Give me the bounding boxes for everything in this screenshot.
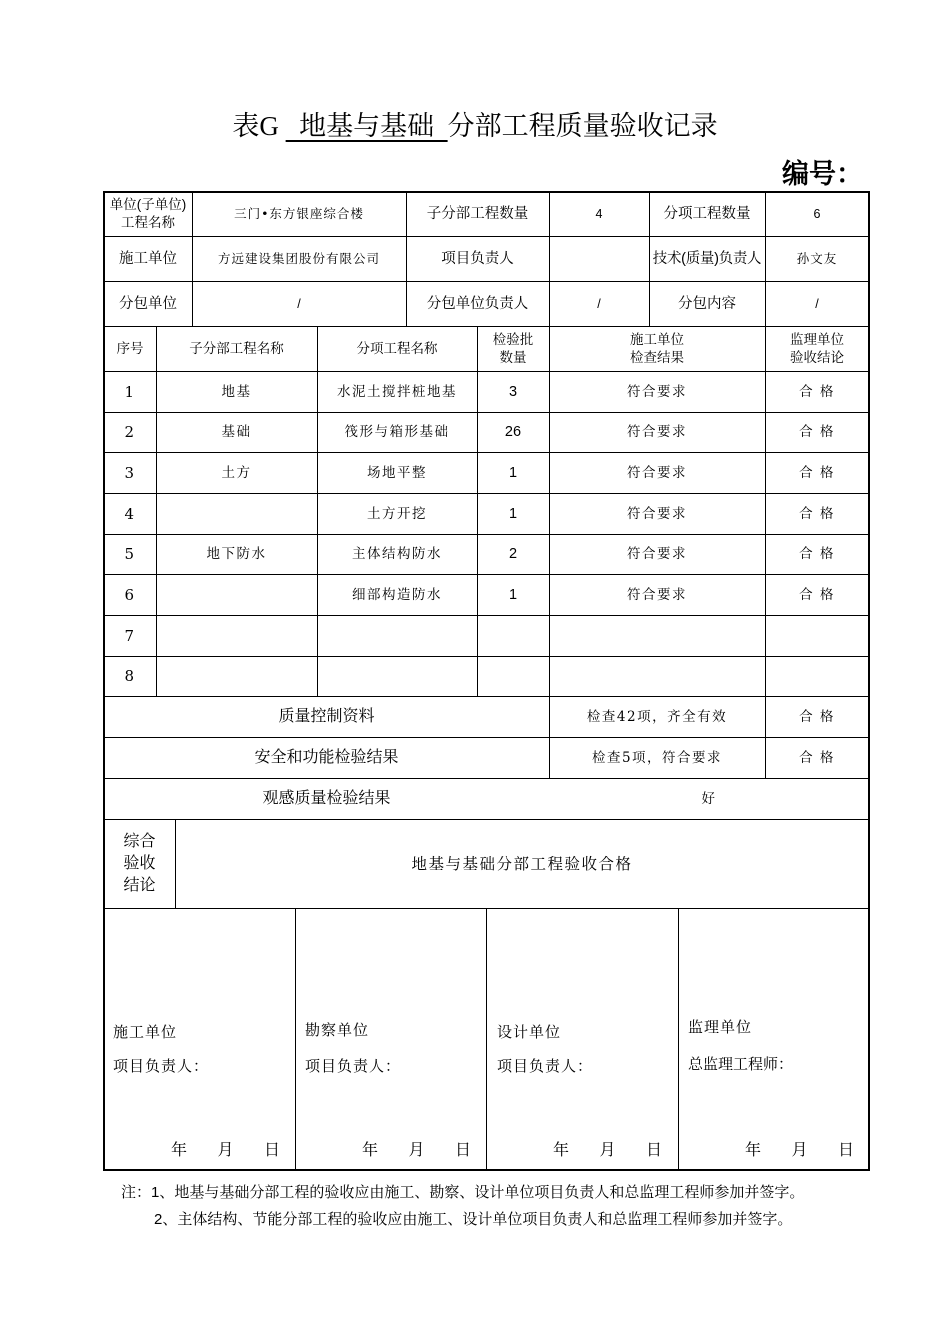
safety-function-conclusion: 合 格: [799, 749, 835, 766]
row-sub-division: 土方: [221, 464, 252, 481]
row-supervisor-conclusion: 合 格: [799, 546, 835, 562]
contractor-value: 方远建设集团股份有限公司: [217, 250, 380, 266]
row-contractor-result: [549, 656, 765, 696]
signature-unit-label: 施工单位: [113, 1023, 178, 1041]
row-contractor-result: 符合要求: [627, 546, 687, 562]
title-project-type: 地基与基础: [285, 111, 448, 141]
signature-unit-label: 监理单位: [688, 1018, 753, 1036]
subcontract-content-value: /: [815, 296, 819, 311]
signature-date: 年 月 日: [171, 1140, 281, 1159]
row-batch-count: 3: [508, 383, 518, 400]
row-item-name: 筏形与箱形基础: [344, 424, 450, 440]
title-suffix: 分部工程质量验收记录: [447, 111, 718, 141]
row-sub-division: [156, 615, 317, 656]
signature-role-label: 总监理工程师：: [688, 1056, 794, 1073]
row-supervisor-conclusion: 合 格: [799, 383, 835, 400]
technical-lead-value: 孙文友: [796, 250, 838, 266]
row-index: 8: [124, 667, 136, 685]
project-manager-label: 项目负责人: [441, 250, 514, 267]
row-sub-division: 地基: [221, 383, 252, 400]
subcontractor-manager-label: 分包单位负责人: [426, 295, 529, 312]
subcontractor-value: /: [297, 296, 301, 311]
row-supervisor-conclusion: 合 格: [799, 505, 835, 522]
row-index: 5: [124, 545, 136, 563]
row-batch-count: 1: [508, 505, 518, 522]
row-supervisor-conclusion: 合 格: [799, 424, 835, 440]
item-count-value: 6: [813, 207, 821, 221]
row-sub-division: [156, 656, 317, 696]
subcontractor-label: 分包单位: [119, 295, 177, 312]
row-item-name: 土方开挖: [367, 505, 427, 522]
appearance-quality-label: 观感质量检验结果: [262, 789, 391, 807]
signature-unit-label: 设计单位: [497, 1023, 562, 1041]
header-supervisor-conclusion: 监理单位 验收结论: [790, 331, 844, 365]
overall-conclusion-label: 综合 验收 结论: [123, 832, 156, 894]
row-supervisor-conclusion: [765, 615, 869, 656]
row-item-name: [317, 656, 477, 696]
sub-division-count-value: 4: [595, 207, 603, 221]
row-item-name: 水泥土搅拌桩地基: [337, 383, 457, 400]
signature-role-label: 项目负责人：: [113, 1057, 210, 1075]
header-contractor-result: 施工单位 检查结果: [630, 331, 684, 365]
row-item-name: 细部构造防水: [352, 586, 442, 603]
project-manager-value: [549, 236, 649, 281]
title-prefix: 表G: [232, 111, 279, 141]
serial-number-label: 编号：: [782, 159, 863, 189]
header-index: 序号: [116, 340, 144, 356]
row-item-name: 主体结构防水: [352, 546, 442, 562]
row-sub-division: [156, 574, 317, 615]
row-batch-count: [477, 656, 549, 696]
unit-name-value: 三门•东方银座综合楼: [234, 206, 364, 221]
header-item-name: 分项工程名称: [356, 340, 438, 356]
sub-division-count-label: 子分部工程数量: [426, 206, 529, 222]
row-index: 6: [124, 585, 136, 604]
grid-line: [486, 908, 487, 1170]
technical-lead-label: 技术(质量)负责人: [652, 250, 762, 267]
signature-date: 年 月 日: [362, 1140, 472, 1159]
row-contractor-result: 符合要求: [627, 464, 687, 481]
grid-line: [295, 908, 296, 1170]
row-batch-count: 26: [504, 424, 522, 440]
signature-unit-label: 勘察单位: [305, 1021, 370, 1039]
safety-function-label: 安全和功能检验结果: [254, 748, 399, 766]
appearance-quality-result: 好: [701, 790, 717, 807]
footnote-1: 注：1、地基与基础分部工程的验收应由施工、勘察、设计单位项目负责人和总监理工程师参加并签字。: [121, 1184, 805, 1201]
subcontractor-manager-value: /: [597, 296, 601, 311]
row-index: 3: [124, 463, 136, 482]
row-contractor-result: [549, 615, 765, 656]
signature-date: 年 月 日: [553, 1140, 663, 1159]
row-item-name: [317, 615, 477, 656]
row-index: 2: [124, 423, 136, 441]
footnote-2: 2、主体结构、节能分部工程的验收应由施工、设计单位项目负责人和总监理工程师参加并签字。: [154, 1211, 793, 1228]
row-batch-count: [477, 615, 549, 656]
row-contractor-result: 符合要求: [627, 586, 687, 603]
row-contractor-result: 符合要求: [627, 505, 687, 522]
safety-function-result: 检查5项，符合要求: [591, 749, 723, 766]
signature-date: 年 月 日: [745, 1140, 855, 1159]
row-supervisor-conclusion: [765, 656, 869, 696]
row-batch-count: 1: [508, 464, 518, 481]
row-sub-division: 地下防水: [206, 546, 267, 562]
quality-control-conclusion: 合 格: [799, 708, 835, 725]
page-title: [0, 104, 950, 143]
unit-name-label: 单位(子单位) 工程名称: [109, 197, 187, 230]
row-contractor-result: 符合要求: [627, 424, 687, 440]
item-count-label: 分项工程数量: [663, 206, 751, 222]
row-batch-count: 2: [508, 546, 518, 562]
contractor-label: 施工单位: [119, 250, 177, 267]
row-batch-count: 1: [508, 586, 518, 603]
row-contractor-result: 符合要求: [627, 383, 687, 400]
signature-role-label: 项目负责人：: [305, 1057, 402, 1075]
overall-conclusion-value: 地基与基础分部工程验收合格: [411, 854, 633, 873]
row-sub-division: [156, 493, 317, 534]
quality-control-label: 质量控制资料: [278, 707, 375, 725]
signature-role-label: 项目负责人：: [497, 1057, 594, 1075]
row-sub-division: 基础: [221, 424, 252, 440]
subcontract-content-label: 分包内容: [678, 295, 736, 312]
row-supervisor-conclusion: 合 格: [799, 464, 835, 481]
header-sub-division-name: 子分部工程名称: [189, 340, 284, 356]
header-batch-count: 检验批 数量: [492, 331, 534, 365]
row-supervisor-conclusion: 合 格: [799, 586, 835, 603]
row-item-name: 场地平整: [367, 464, 427, 481]
quality-control-result: 检查42项，齐全有效: [586, 708, 728, 725]
row-index: 1: [124, 382, 136, 401]
row-index: 7: [124, 626, 136, 645]
grid-line: [678, 908, 679, 1170]
row-index: 4: [124, 504, 136, 523]
